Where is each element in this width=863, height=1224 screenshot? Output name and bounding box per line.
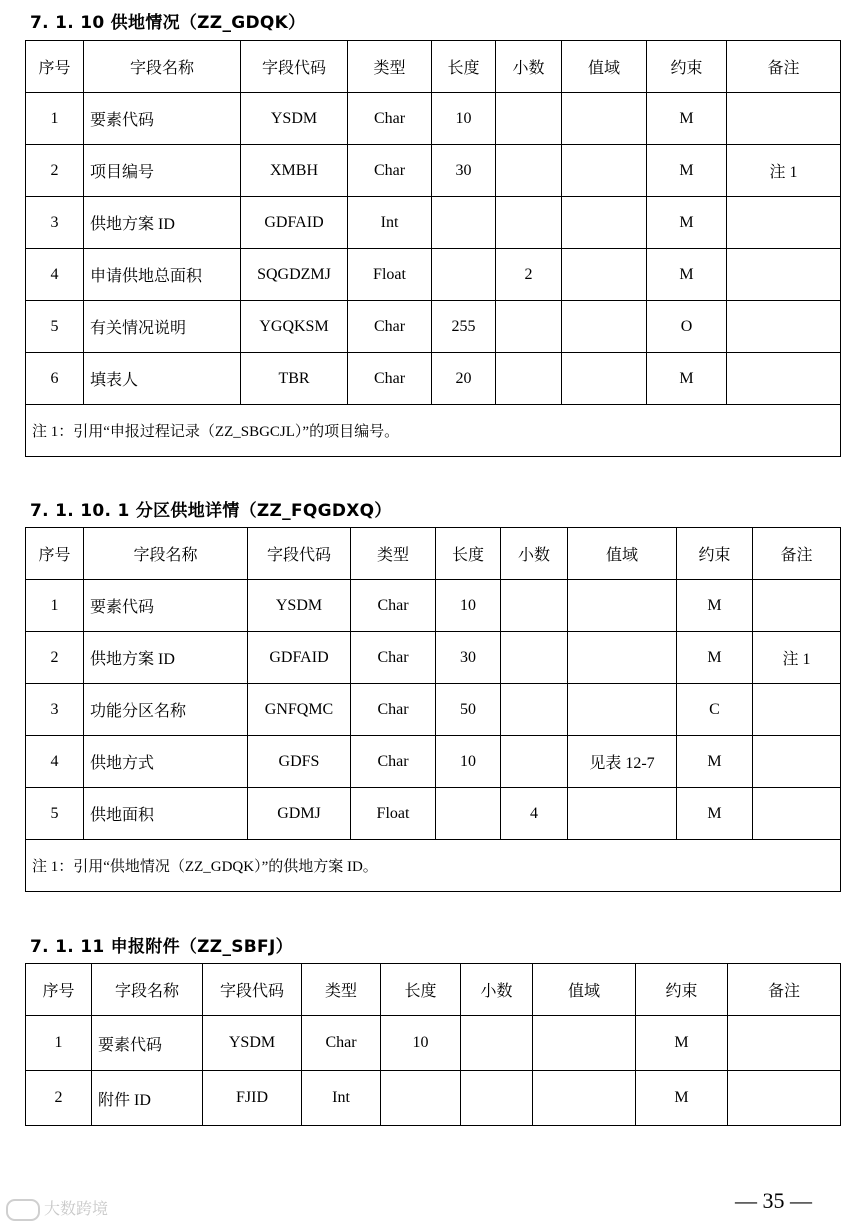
table-cell: M — [647, 93, 727, 145]
column-header: 小数 — [461, 964, 533, 1016]
column-header: 约束 — [647, 41, 727, 93]
table-cell: Char — [351, 632, 436, 684]
table-cell: 1 — [26, 1016, 92, 1071]
table-cell — [727, 197, 841, 249]
column-header: 字段名称 — [84, 41, 241, 93]
table-cell: 2 — [496, 249, 562, 301]
table-cell: M — [677, 788, 753, 840]
table-cell: Char — [348, 301, 432, 353]
table-cell: YGQKSM — [241, 301, 348, 353]
table-cell — [496, 145, 562, 197]
table-note-row — [26, 840, 841, 892]
section-title-gdqk: 7. 1. 10 供地情况（ZZ_GDQK） — [30, 13, 306, 33]
table-row — [26, 580, 841, 632]
table-cell: 1 — [26, 580, 84, 632]
table-cell: Int — [348, 197, 432, 249]
table-gdqk — [25, 40, 841, 457]
table-cell: YSDM — [203, 1016, 302, 1071]
column-header: 长度 — [381, 964, 461, 1016]
column-header: 字段代码 — [203, 964, 302, 1016]
table-cell: 5 — [26, 301, 84, 353]
table-cell: M — [647, 353, 727, 405]
table-cell: 50 — [436, 684, 501, 736]
table-cell — [432, 249, 496, 301]
table-cell — [727, 93, 841, 145]
table-cell — [496, 93, 562, 145]
table-cell — [562, 249, 647, 301]
table-cell: Char — [348, 145, 432, 197]
table-cell: 有关情况说明 — [84, 301, 241, 353]
table-cell — [501, 580, 568, 632]
column-header: 类型 — [351, 528, 436, 580]
table-cell: TBR — [241, 353, 348, 405]
table-cell: 要素代码 — [84, 580, 248, 632]
table-cell — [533, 1016, 636, 1071]
table-row — [26, 249, 841, 301]
table-cell: GNFQMC — [248, 684, 351, 736]
table-row — [26, 145, 841, 197]
table-cell: 供地方案 ID — [84, 632, 248, 684]
column-header: 序号 — [26, 528, 84, 580]
table-cell — [501, 632, 568, 684]
table-cell: 4 — [26, 736, 84, 788]
column-header: 备注 — [727, 41, 841, 93]
table-cell — [496, 301, 562, 353]
table-cell: 30 — [432, 145, 496, 197]
table-cell: 10 — [436, 736, 501, 788]
table-cell: C — [677, 684, 753, 736]
table-sbfj — [25, 963, 841, 1126]
table-cell — [568, 684, 677, 736]
column-header: 字段名称 — [92, 964, 203, 1016]
table-cell: 项目编号 — [84, 145, 241, 197]
table-row — [26, 632, 841, 684]
table-cell: Char — [348, 93, 432, 145]
table-row — [26, 684, 841, 736]
table-cell — [728, 1016, 841, 1071]
table-cell: 注 1 — [753, 632, 841, 684]
table-cell: 2 — [26, 1071, 92, 1126]
table-cell: 3 — [26, 684, 84, 736]
table-cell: M — [677, 632, 753, 684]
table-cell — [728, 1071, 841, 1126]
watermark-text: 大数跨境 — [44, 1199, 109, 1218]
table-cell: 6 — [26, 353, 84, 405]
table-row — [26, 93, 841, 145]
column-header: 备注 — [753, 528, 841, 580]
table-cell — [432, 197, 496, 249]
table-note: 注 1：引用“供地情况（ZZ_GDQK）”的供地方案 ID。 — [26, 840, 841, 892]
table-cell — [568, 788, 677, 840]
table-row — [26, 197, 841, 249]
table-cell: GDMJ — [248, 788, 351, 840]
table-cell: 10 — [436, 580, 501, 632]
column-header: 长度 — [432, 41, 496, 93]
table-cell: GDFAID — [241, 197, 348, 249]
table-cell — [562, 353, 647, 405]
section-title-fqgdxq: 7. 1. 10. 1 分区供地详情（ZZ_FQGDXQ） — [30, 501, 392, 521]
table-cell: M — [677, 736, 753, 788]
table-cell: YSDM — [241, 93, 348, 145]
table-cell: 30 — [436, 632, 501, 684]
table-row — [26, 1071, 841, 1126]
table-cell — [381, 1071, 461, 1126]
table-cell: 10 — [432, 93, 496, 145]
table-row — [26, 736, 841, 788]
table-cell: Char — [351, 736, 436, 788]
table-cell — [562, 301, 647, 353]
column-header: 长度 — [436, 528, 501, 580]
table-cell — [727, 353, 841, 405]
table-cell — [562, 145, 647, 197]
table-cell: XMBH — [241, 145, 348, 197]
table-cell — [753, 788, 841, 840]
table-cell — [501, 736, 568, 788]
table-cell: FJID — [203, 1071, 302, 1126]
table-cell: 3 — [26, 197, 84, 249]
table-cell: 填表人 — [84, 353, 241, 405]
table-cell: 见表 12-7 — [568, 736, 677, 788]
table-cell: M — [677, 580, 753, 632]
table-header-row — [26, 528, 841, 580]
table-cell: 供地方案 ID — [84, 197, 241, 249]
column-header: 类型 — [302, 964, 381, 1016]
table-cell: M — [647, 197, 727, 249]
table-row — [26, 1016, 841, 1071]
table-cell: SQGDZMJ — [241, 249, 348, 301]
column-header: 值域 — [568, 528, 677, 580]
watermark-logo-icon — [6, 1199, 40, 1221]
table-cell — [753, 736, 841, 788]
column-header: 序号 — [26, 41, 84, 93]
table-row — [26, 301, 841, 353]
table-cell: 4 — [26, 249, 84, 301]
table-cell: 附件 ID — [92, 1071, 203, 1126]
table-cell — [436, 788, 501, 840]
table-cell — [753, 580, 841, 632]
table-cell: M — [636, 1071, 728, 1126]
column-header: 字段名称 — [84, 528, 248, 580]
table-cell: 要素代码 — [92, 1016, 203, 1071]
table-cell: 2 — [26, 632, 84, 684]
table-cell: Char — [302, 1016, 381, 1071]
table-cell — [461, 1016, 533, 1071]
table-row — [26, 353, 841, 405]
column-header: 字段代码 — [241, 41, 348, 93]
table-cell — [533, 1071, 636, 1126]
table-cell — [568, 580, 677, 632]
table-fqgdxq — [25, 527, 841, 892]
table-cell: Char — [351, 580, 436, 632]
table-cell — [496, 197, 562, 249]
table-cell: GDFS — [248, 736, 351, 788]
table-cell: 4 — [501, 788, 568, 840]
table-cell — [496, 353, 562, 405]
table-cell — [562, 93, 647, 145]
table-cell: Int — [302, 1071, 381, 1126]
table-cell — [461, 1071, 533, 1126]
column-header: 序号 — [26, 964, 92, 1016]
page-number: — 35 — — [735, 1188, 812, 1213]
table-cell: GDFAID — [248, 632, 351, 684]
table-cell: M — [636, 1016, 728, 1071]
table-cell: O — [647, 301, 727, 353]
table-header-row — [26, 964, 841, 1016]
table-note: 注 1：引用“申报过程记录（ZZ_SBGCJL）”的项目编号。 — [26, 405, 841, 457]
column-header: 约束 — [677, 528, 753, 580]
table-cell: YSDM — [248, 580, 351, 632]
table-cell: 255 — [432, 301, 496, 353]
table-cell: M — [647, 145, 727, 197]
table-cell: Char — [348, 353, 432, 405]
column-header: 字段代码 — [248, 528, 351, 580]
table-cell: 供地面积 — [84, 788, 248, 840]
table-cell: 申请供地总面积 — [84, 249, 241, 301]
table-cell: 2 — [26, 145, 84, 197]
column-header: 小数 — [496, 41, 562, 93]
table-cell: Float — [351, 788, 436, 840]
table-header-row — [26, 41, 841, 93]
table-cell: Float — [348, 249, 432, 301]
table-cell — [727, 301, 841, 353]
table-cell — [501, 684, 568, 736]
table-row — [26, 788, 841, 840]
table-cell — [753, 684, 841, 736]
table-cell: 20 — [432, 353, 496, 405]
table-cell: 功能分区名称 — [84, 684, 248, 736]
table-cell: Char — [351, 684, 436, 736]
table-cell — [568, 632, 677, 684]
table-cell: 注 1 — [727, 145, 841, 197]
column-header: 小数 — [501, 528, 568, 580]
table-cell: 供地方式 — [84, 736, 248, 788]
table-cell: 10 — [381, 1016, 461, 1071]
column-header: 值域 — [533, 964, 636, 1016]
column-header: 约束 — [636, 964, 728, 1016]
column-header: 类型 — [348, 41, 432, 93]
column-header: 值域 — [562, 41, 647, 93]
table-cell: 要素代码 — [84, 93, 241, 145]
section-title-sbfj: 7. 1. 11 申报附件（ZZ_SBFJ） — [30, 937, 293, 957]
table-note-row — [26, 405, 841, 457]
table-cell: M — [647, 249, 727, 301]
column-header: 备注 — [728, 964, 841, 1016]
table-cell: 1 — [26, 93, 84, 145]
table-cell — [562, 197, 647, 249]
table-cell: 5 — [26, 788, 84, 840]
table-cell — [727, 249, 841, 301]
watermark — [6, 1196, 108, 1221]
